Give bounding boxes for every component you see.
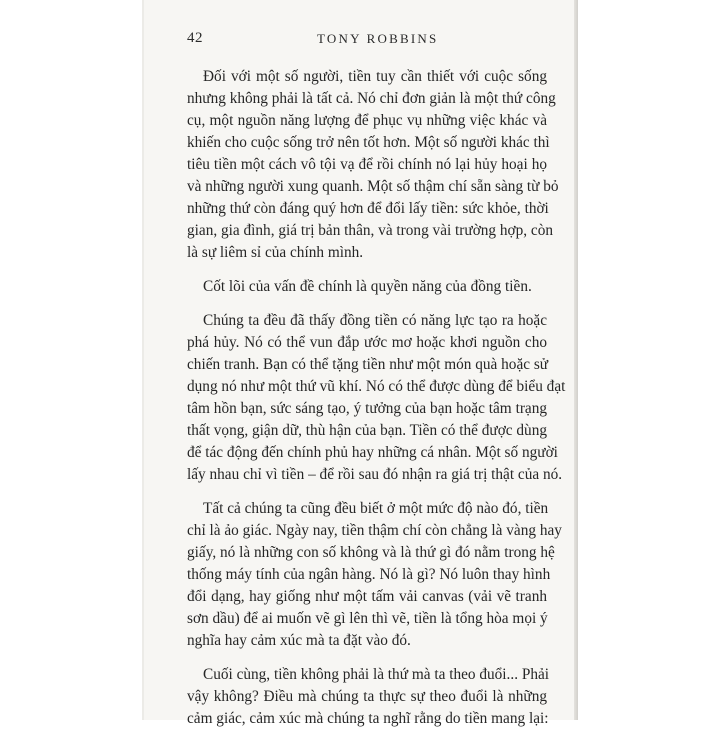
- text-line: sơn dầu) để ai muốn vẽ gì lên thì vẽ, tiền là tổng hòa mọi ý: [187, 610, 548, 627]
- page-edge: [574, 0, 578, 720]
- text-line: Cốt lõi của vấn đề chính là quyền năng của đồng tiền.: [203, 278, 532, 295]
- paragraph: [187, 498, 562, 652]
- text-line: Đối với một số người, tiền tuy cần thiết với cuộc sống: [203, 68, 547, 85]
- running-head-author: TONY ROBBINS: [317, 31, 439, 46]
- text-line: những thứ còn đáng quý hơn để đổi lấy tiền: sức khỏe, thời: [187, 200, 549, 217]
- paragraph: [187, 664, 550, 730]
- text-line: khiến cho cuộc sống trở nên tốt hơn. Một số người khác thì: [187, 134, 550, 151]
- page-number: 42: [187, 30, 203, 46]
- text-line: cảm giác, cảm xúc mà chúng ta nghĩ rằng do tiền mang lại:: [187, 710, 549, 727]
- running-head: [142, 30, 578, 50]
- text-line: tâm hồn bạn, sức sáng tạo, ý tưởng của bạn hoặc tâm trạng: [187, 400, 547, 417]
- text-line: Cuối cùng, tiền không phải là thứ mà ta theo đuổi... Phải: [203, 666, 550, 683]
- paragraph: [187, 310, 566, 486]
- text-line: Chúng ta đều đã thấy đồng tiền có năng lực tạo ra hoặc: [203, 312, 547, 329]
- text-line: cụ, một nguồn năng lượng để phục vụ những việc khác và: [187, 112, 547, 129]
- body-text: [187, 66, 566, 742]
- text-line: vậy không? Điều mà chúng ta thực sự theo đuổi là những: [187, 688, 547, 705]
- text-line: phá hủy. Nó có thể vun đắp ước mơ hoặc khơi nguồn cho: [187, 334, 547, 351]
- text-line: thống máy tính của ngân hàng. Nó là gì? Nó luôn thay hình: [187, 566, 551, 583]
- text-line: và những người xung quanh. Một số thậm chí sẵn sàng từ bỏ: [187, 178, 559, 195]
- text-line: nghĩa hay cảm xúc mà ta đặt vào đó.: [187, 632, 411, 649]
- text-line: giấy, nó là những con số không và là thứ gì đó nằm trong hệ: [187, 544, 555, 561]
- text-line: để tác động đến chính phủ hay những cá nhân. Một số người: [187, 444, 558, 461]
- text-line: chỉ là ảo giác. Ngày nay, tiền thậm chí còn chẳng là vàng hay: [187, 522, 562, 539]
- text-line: thất vọng, giận dữ, thù hận của bạn. Tiền có thể được dùng: [187, 422, 547, 439]
- text-line: Tất cả chúng ta cũng đều biết ở một mức độ nào đó, tiền: [203, 500, 549, 517]
- paragraph: [187, 276, 547, 298]
- text-line: nhưng không phải là tất cả. Nó chỉ đơn giản là một thứ công: [187, 90, 556, 107]
- text-line: chiến tranh. Bạn có thể tặng tiền như một món quà hoặc sử: [187, 356, 549, 373]
- text-line: là sự liêm sỉ của chính mình.: [187, 244, 364, 261]
- paragraph: [187, 66, 559, 264]
- text-line: lấy nhau chỉ vì tiền – để rồi sau đó nhận ra giá trị thật của nó.: [187, 466, 563, 483]
- text-line: dụng nó như một thứ vũ khí. Nó có thể được dùng để biểu đạt: [187, 378, 566, 395]
- text-line: gian, gia đình, giá trị bản thân, và trong vài trường hợp, còn: [187, 222, 554, 239]
- text-line: đổi dạng, hay giống như một tấm vải canvas (vải vẽ tranh: [187, 588, 547, 605]
- book-page: [142, 0, 578, 727]
- text-line: tiêu tiền một cách vô tội vạ để rồi chính nó lại hủy hoại họ: [187, 156, 547, 173]
